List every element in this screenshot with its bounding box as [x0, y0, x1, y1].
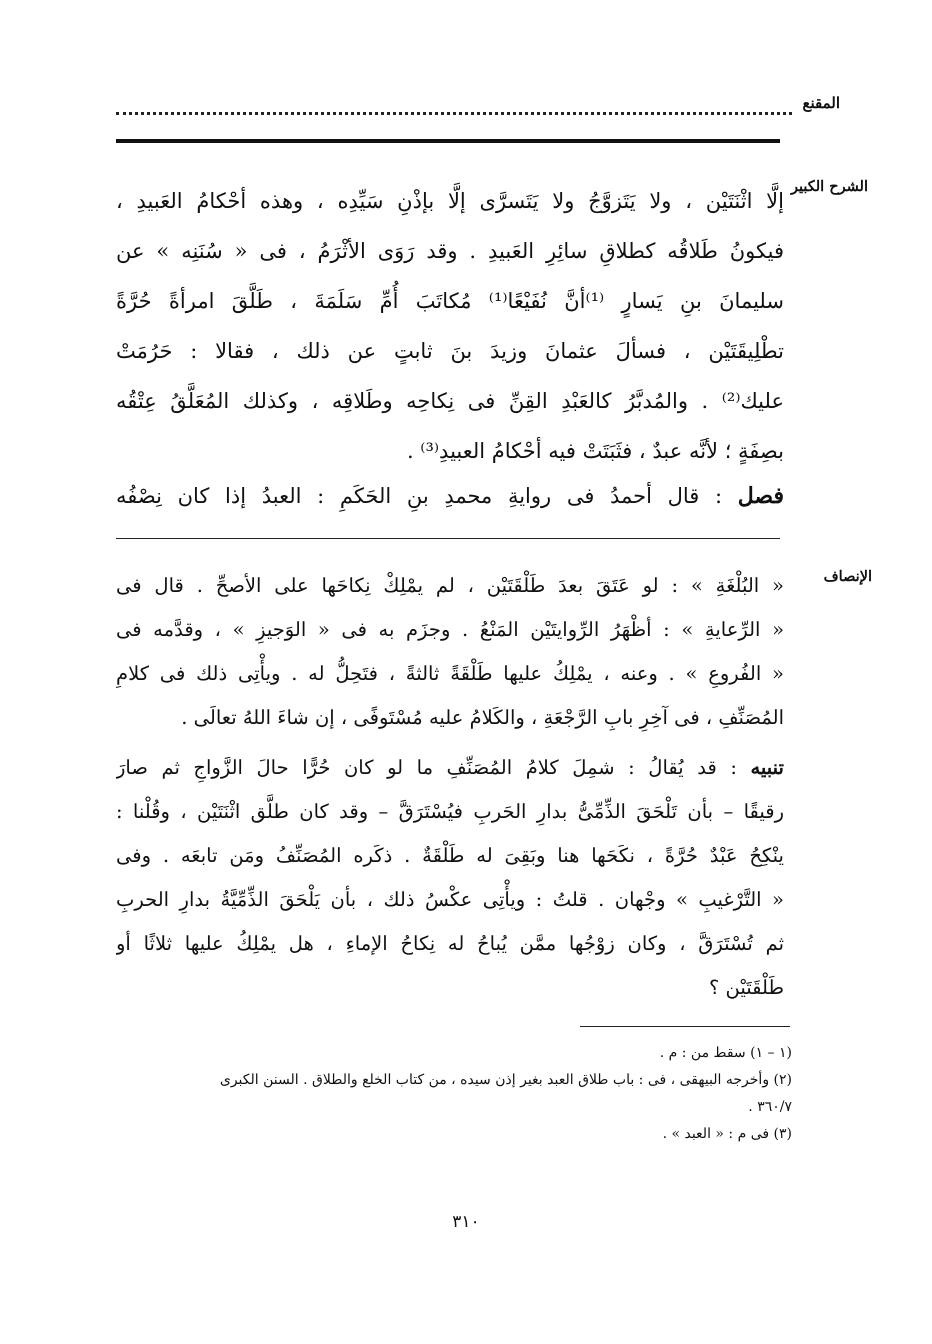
footnote: (١ – ١) سقط من : م . [659, 1045, 792, 1061]
tanbih-text [116, 746, 784, 1010]
section-label-sharh: الشرح الكبير [791, 178, 868, 195]
text-line: « البُلْغَةِ » : لو عَتَقَ بعدَ طَلْقَتَيْن ، لم يمْلِكْ نِكاحَها على الأصحِّ . قال فى [116, 574, 784, 597]
sharh-text [116, 176, 784, 476]
text-line: ثم تُسْتَرَقَّ ، وكان زوْجُها ممَّن يُباحُ له نِكاحُ الإماءِ ، هل يمْلِكُ عليها ثلاثًا أو [116, 932, 784, 955]
fasl-heading-line [116, 471, 784, 521]
text-line: بصِفَةٍ ؛ لأنَّه عبدٌ ، فثَبَتَتْ فيه أحْكامُ العبيدِ⁽³⁾ . [406, 439, 784, 463]
text-line: المُصَنِّفِ ، فى آخِرِ بابِ الرَّجْعَةِ ، والكَلامُ عليه مُسْتَوفًى ، إن شاءَ اللهُ تعالَى . [181, 706, 784, 729]
footnote-rule [580, 1026, 790, 1027]
text-line: رقيقًا – بأن تَلْحَقَ الذِّمِّىُّ بدارِ الحَربِ فيُسْتَرَقَّ – وقد كان طلَّق اثْنَتَيْن ، وقُلْنا : [116, 800, 784, 823]
footnote: (٢) وأخرجه البيهقى ، فى : باب طلاق العبد بغير إذن سيده ، من كتاب الخلع والطلاق . السنن الكبرى [219, 1072, 792, 1088]
tanbih-first-text: : قد يُقالُ : شمِلَ كلامُ المُصَنِّفِ ما لو كان حُرًّا حالَ الزَّواجِ ثم صارَ [116, 756, 751, 779]
insaf-text [116, 564, 784, 740]
fasl-text: : قال أحمدُ فى روايةِ محمدِ بنِ الحَكَمِ : العبدُ إذا كان نِصْفُه [116, 484, 738, 508]
section-divider [116, 538, 780, 539]
text-line: فيكونُ طَلاقُه كطلاقِ سائِرِ العَبيدِ . وقد رَوَى الأثْرَمُ ، فى « سُنَنِه » عن [116, 239, 784, 263]
text-line: طَلْقَتَيْن ؟ [708, 976, 784, 999]
text-line: عليك⁽²⁾ . والمُدبَّرُ كالعَبْدِ القِنِّ فى نِكاحِه وطَلاقِه ، وكذلك المُعَلَّقُ عِتْقُه [116, 389, 784, 413]
page-number: ٣١٠ [452, 1212, 480, 1232]
text-line: « الرِّعايةِ » : أظْهَرُ الرِّوايتَيْن المَنْعُ . وجزَم به فى « الوَجيزِ » ، وقدَّمه فى [116, 618, 784, 641]
text-line: ينْكِحُ عَبْدٌ حُرَّةً ، نكَحَها هنا وبَقِىَ له طَلْقَةٌ . ذكَره المُصَنِّفُ ومَن تابعَه . وفى [116, 844, 784, 867]
fasl-word: فصل [737, 483, 784, 509]
section-label-insaf: الإنصاف [823, 568, 872, 585]
text-line: « الفُروعِ » . وعنه ، يمْلِكُ عليها طَلْقَةً ثالثةً ، فتَحِلُّ له . ويأْتِى ذلك فى كلامِ [116, 662, 784, 685]
running-title: المقنع [802, 94, 840, 112]
header-rule [116, 139, 780, 143]
text-line: إلَّا اثْنَتَيْن ، ولا يَتَزوَّجُ ولا يَتَسرَّى إلَّا بإذْنِ سَيِّدِه ، وهذه أحْكامُ العَبيدِ ، [116, 189, 784, 213]
tanbih-word: تنبيه [750, 756, 784, 779]
dot-leader [116, 112, 792, 115]
text-line: سليمانَ بنِ يَسارٍ ⁽¹⁾أنَّ نُفَيْعًا⁽¹⁾ مُكاتَبَ أُمِّ سَلَمَةَ ، طَلَّقَ امرأةً حُرَّةً [116, 289, 784, 313]
footnote: ٣٦٠/٧ . [748, 1099, 792, 1115]
text-line: تطْلِيقَتَيْن ، فسألَ عثمانَ وزيدَ بنَ ثابتٍ عن ذلك ، فقالا : حَرُمَتْ [116, 339, 784, 363]
tanbih-first-line [116, 746, 784, 790]
text-line: « التَّرْغيبِ » وجْهان . قلتُ : ويأْتِى عكْسُ ذلك ، بأن يَلْحَقَ الذِّمِّيَّةُ بدارِ الحربِ [116, 888, 784, 911]
footnotes [116, 1040, 792, 1148]
footnote: (٣) فى م : « العبد » . [662, 1126, 792, 1142]
